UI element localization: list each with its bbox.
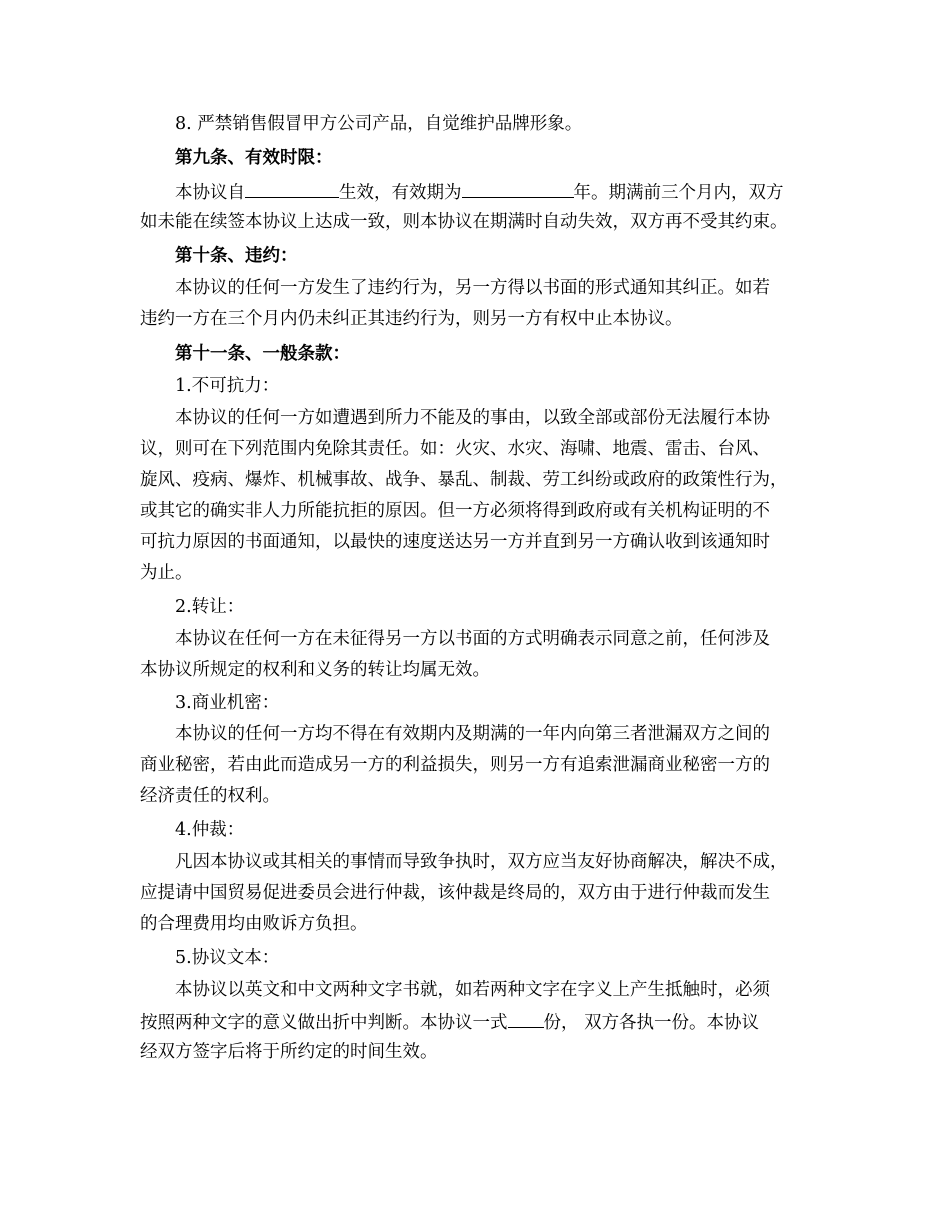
article-10-line-1: 本协议的任何一方发生了违约行为，另一方得以书面的形式通知其纠正。如若 <box>175 278 770 298</box>
article-11-heading: 第十一条、一般条款： <box>175 344 350 364</box>
transfer-line-1: 本协议在任何一方在未征得另一方以书面的方式明确表示同意之前，任何涉及 <box>175 629 770 649</box>
transfer-heading: 2.转让： <box>175 597 245 617</box>
arbitration-line-2: 应提请中国贸易促进委员会进行仲裁，该仲裁是终局的，双方由于进行仲裁而发生 <box>140 883 770 903</box>
article-9-text-b: 生效，有效期为 <box>339 183 462 203</box>
clause-8-item: 8. 严禁销售假冒甲方公司产品，自觉维护品牌形象。 <box>175 114 583 134</box>
article-9-line-1 <box>175 180 784 204</box>
article-9-line-2: 如未能在续签本协议上达成一致，则本协议在期满时自动失效，双方再不受其约束。 <box>140 212 788 232</box>
arbitration-heading: 4.仲裁： <box>175 820 245 840</box>
effective-date-blank <box>245 180 339 198</box>
article-9-heading: 第九条、有效时限： <box>175 148 333 168</box>
force-majeure-line-6: 为止。 <box>140 563 193 583</box>
agreement-text-line-2b: 份， 双方各执一份。本协议 <box>543 1013 760 1033</box>
validity-period-blank <box>462 180 574 198</box>
transfer-line-2: 本协议所规定的权利和义务的转让均属无效。 <box>140 660 490 680</box>
agreement-text-heading: 5.协议文本： <box>175 948 280 968</box>
confidentiality-line-3: 经济责任的权利。 <box>140 786 280 806</box>
force-majeure-line-4: 或其它的确实非人力所能抗拒的原因。但一方必须将得到政府或有关机构证明的不 <box>140 501 770 521</box>
confidentiality-line-1: 本协议的任何一方均不得在有效期内及期满的一年内向第三者泄漏双方之间的 <box>175 724 770 744</box>
agreement-text-line-2a: 按照两种文字的意义做出折中判断。本协议一式 <box>140 1013 508 1033</box>
force-majeure-line-1: 本协议的任何一方如遭遇到所力不能及的事由，以致全部或部份无法履行本协 <box>175 408 770 428</box>
force-majeure-line-2: 议，则可在下列范围内免除其责任。如：火灾、水灾、海啸、地震、雷击、台风、 <box>140 439 770 459</box>
force-majeure-line-5: 可抗力原因的书面通知，以最快的速度送达另一方并直到另一方确认收到该通知时 <box>140 532 770 552</box>
article-10-heading: 第十条、违约： <box>175 246 298 266</box>
confidentiality-line-2: 商业秘密，若由此而造成另一方的利益损失，则另一方有追索泄漏商业秘密一方的 <box>140 755 770 775</box>
agreement-text-line-2 <box>140 1010 759 1034</box>
copies-blank <box>508 1010 544 1028</box>
article-9-text-c: 年。期满前三个月内，双方 <box>573 183 784 203</box>
force-majeure-line-3: 旋风、疫病、爆炸、机械事故、战争、暴乱、制裁、劳工纠纷或政府的政策性行为， <box>140 470 788 490</box>
article-10-line-2: 违约一方在三个月内仍未纠正其违约行为，则另一方有权中止本协议。 <box>140 309 683 329</box>
force-majeure-heading: 1.不可抗力： <box>175 376 280 396</box>
agreement-text-line-1: 本协议以英文和中文两种文字书就，如若两种文字在字义上产生抵触时，必须 <box>175 980 770 1000</box>
confidentiality-heading: 3.商业机密： <box>175 693 280 713</box>
arbitration-line-3: 的合理费用均由败诉方负担。 <box>140 914 368 934</box>
article-9-text-a: 本协议自 <box>175 183 245 203</box>
arbitration-line-1: 凡因本协议或其相关的事情而导致争执时，双方应当友好协商解决，解决不成， <box>175 852 788 872</box>
agreement-text-line-3: 经双方签字后将于所约定的时间生效。 <box>140 1042 438 1062</box>
